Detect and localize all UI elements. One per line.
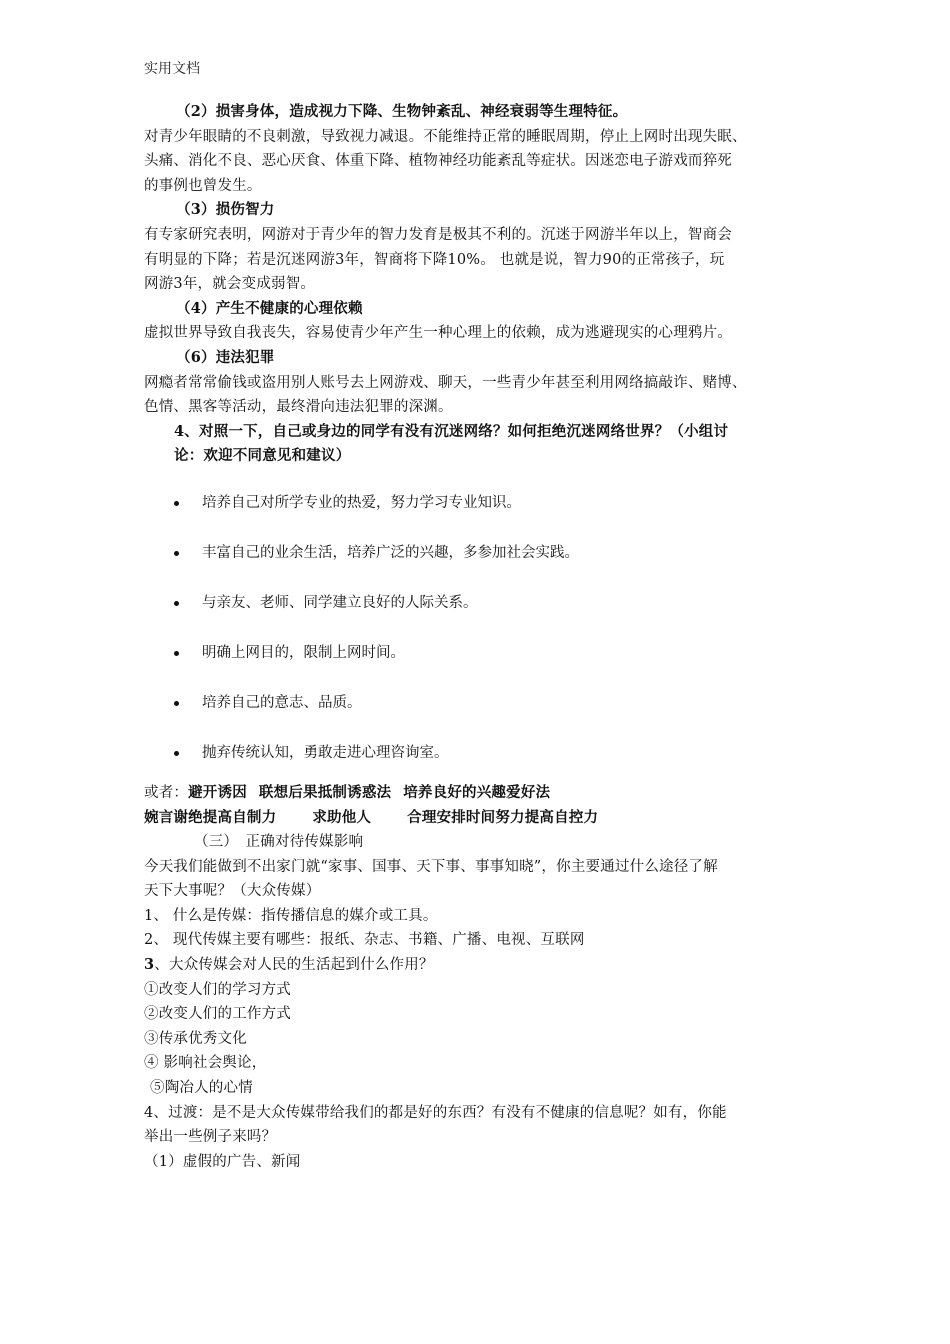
section-2-text-line: 对青少年眼睛的不良刺激，导致视力减退。不能维持正常的睡眠周期，停止上网时出现失眠、 xyxy=(144,128,747,145)
list-item-text: 与亲友、老师、同学建立良好的人际关系。 xyxy=(202,594,478,611)
bullet-icon xyxy=(174,701,179,706)
list-item-text: 培养自己对所学专业的热爱，努力学习专业知识。 xyxy=(202,494,521,511)
page-header: 实用文档 xyxy=(144,61,200,77)
section-4-text-line: 虚拟世界导致自我丧失，容易使青少年产生一种心理上的依赖，成为逃避现实的心理鸦片。 xyxy=(144,325,732,342)
media-question-4-line: 举出一些例子来吗？ xyxy=(144,1129,277,1146)
media-effect-item: ①改变人们的学习方式 xyxy=(144,981,291,998)
media-section-title: （三） 正确对待传媒影响 xyxy=(194,834,364,851)
question-4-line: 论：欢迎不同意见和建议） xyxy=(174,447,351,465)
list-item-text: 明确上网目的，限制上网时间。 xyxy=(202,644,405,661)
suggestion-list xyxy=(144,491,820,766)
bullet-icon xyxy=(174,501,179,506)
list-item-text: 抛弃传统认知，勇敢走进心理咨询室。 xyxy=(202,744,449,761)
list-item xyxy=(144,641,820,666)
bullet-icon xyxy=(174,601,179,606)
alternative-item: 培养良好的兴趣爱好法 xyxy=(403,783,551,801)
list-item xyxy=(144,491,820,516)
alternative-item: 联想后果抵制诱惑法 xyxy=(258,783,392,801)
media-item-1: （1）虚假的广告、新闻 xyxy=(144,1153,301,1170)
section-3-text-line: 有专家研究表明，网游对于青少年的智力发育是极其不利的。沉迷于网游半年以上，智商会 xyxy=(144,226,732,243)
list-item-text: 丰富自己的业余生活，培养广泛的兴趣，多参加社会实践。 xyxy=(202,544,579,561)
alternative-item: 求助他人 xyxy=(312,808,372,826)
alternative-item: 合理安排时间努力提高自控力 xyxy=(407,808,599,826)
media-question-3-number: 3 xyxy=(144,956,155,974)
section-6-text-line: 网瘾者常常偷钱或盗用别人账号去上网游戏、聊天，一些青少年甚至利用网络搞敲诈、赌博、 xyxy=(144,374,747,391)
alternatives-row-2 xyxy=(144,806,820,831)
media-intro-line: 今天我们能做到不出家门就“家事、国事、天下事、事事知晓”，你主要通过什么途径了解 xyxy=(144,858,718,875)
section-3-text-line: 网游3年，就会变成弱智。 xyxy=(144,276,316,293)
list-item-text: 培养自己的意志、品质。 xyxy=(202,694,362,711)
media-intro-line: 天下大事呢？（大众传媒） xyxy=(144,883,321,900)
alternatives-prefix: 或者： xyxy=(144,784,189,801)
list-item xyxy=(144,591,820,616)
section-3-heading: （3）损伤智力 xyxy=(176,201,275,219)
bullet-icon xyxy=(174,751,179,756)
media-question-3-text: 、大众传媒会对人民的生活起到什么作用？ xyxy=(154,957,434,974)
section-6-text-line: 色情、黑客等活动，最终滑向违法犯罪的深渊。 xyxy=(144,399,453,416)
document-body xyxy=(144,100,820,1174)
media-effect-item: ③传承优秀文化 xyxy=(144,1030,247,1047)
alternatives-block xyxy=(144,781,820,830)
section-3-text-line: 有明显的下降；若是沉迷网游3年，智商将下降10%。 也就是说，智力90的正常孩子，玩 xyxy=(144,251,725,268)
section-2-text-line: 头痛、消化不良、恶心厌食、体重下降、植物神经功能紊乱等症状。因迷恋电子游戏而猝死 xyxy=(144,153,732,170)
bullet-icon xyxy=(174,551,179,556)
media-question-1: 1、 什么是传媒：指传播信息的媒介或工具。 xyxy=(144,907,438,924)
alternative-item: 婉言谢绝提高自制力 xyxy=(144,808,277,826)
media-effect-item: ④ 影响社会舆论， xyxy=(144,1055,267,1072)
list-item xyxy=(144,691,820,716)
alternative-item: 避开诱因 xyxy=(188,783,247,801)
media-effect-item: ⑤陶冶人的心情 xyxy=(150,1080,253,1097)
media-question-2: 2、 现代传媒主要有哪些：报纸、杂志、书籍、广播、电视、互联网 xyxy=(144,932,585,949)
media-effect-item: ②改变人们的工作方式 xyxy=(144,1006,291,1023)
bullet-icon xyxy=(174,651,179,656)
section-6-heading: （6）违法犯罪 xyxy=(176,348,275,366)
section-4-heading: （4）产生不健康的心理依赖 xyxy=(176,299,363,317)
media-question-4-line: 4、过渡：是不是大众传媒带给我们的都是好的东西？有没有不健康的信息呢？如有，你能 xyxy=(144,1104,727,1121)
list-item xyxy=(144,541,820,566)
section-2-text-line: 的事例也曾发生。 xyxy=(144,177,262,194)
section-2-heading: （2）损害身体，造成视力下降、生物钟紊乱、神经衰弱等生理特征。 xyxy=(176,103,628,120)
alternatives-row-1 xyxy=(144,781,820,806)
media-question-3 xyxy=(144,953,820,978)
list-item xyxy=(144,741,820,766)
question-4-line: 4、对照一下，自己或身边的同学有没有沉迷网络？如何拒绝沉迷网络世界？（小组讨 xyxy=(174,422,729,440)
